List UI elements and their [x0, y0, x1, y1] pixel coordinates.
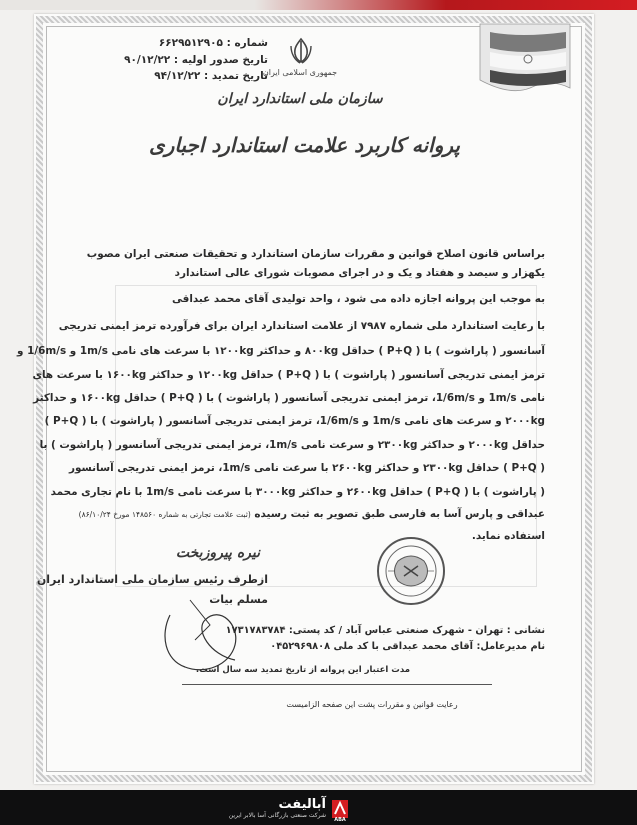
number-label: شماره :: [226, 37, 268, 49]
document-title: پروانه کاربرد علامت استاندارد اجباری: [149, 133, 460, 157]
on-behalf-text: ازطرف رئیس سازمان ملی استاندارد ایران: [36, 573, 268, 586]
top-red-band: [0, 0, 637, 10]
registration-note: (ثبت علامت تجارتی به شماره ۱۴۸۵۶۰ مورخ ۸۶/۱۰/۲۴): [78, 510, 251, 519]
brand-logo: [228, 797, 408, 823]
body-line-6: ترمز ایمنی تدریجی آسانسور ( پاراشوت ) با ( P+Q ) حداقل ۱۲۰۰kg و حداکثر ۱۶۰۰kg با سرعت های: [32, 369, 545, 381]
body-line-7: نامی 1m/s و 1/6m/s، ترمز ایمنی تدریجی آسانسور ( پاراشوت ) با ( P+Q ) حداقل ۱۶۰۰kg و حداکثر: [33, 392, 545, 404]
body-line-4: با رعایت استاندارد ملی شماره ۷۹۸۷ از علامت استاندارد ایران برای فرآورده ترمز ایمنی تدریجی: [58, 320, 545, 332]
renew-label: تاریخ تمدید :: [203, 70, 268, 82]
official-seal-icon: [376, 536, 446, 606]
address-line: نشانی : تهران - شهرک صنعتی عباس آباد / کد پستی: ۱۷۳۱۷۸۳۷۸۴: [225, 625, 545, 636]
body-line-12-text: عبداقی و پارس آسا به فارسی طبق تصویر به ثبت رسیده: [254, 508, 545, 520]
renew-value: ۹۴/۱۲/۲۲: [154, 70, 201, 82]
body-line-3: به موجب این پروانه اجازه داده می شود ، واحد تولیدی آقای محمد عبداقی: [172, 293, 545, 305]
body-line-10: ( P+Q ) حداقل ۲۳۰۰kg و حداکثر ۲۶۰۰kg با سرعت نامی 1m/s، ترمز ایمنی تدریجی آسانسور: [69, 462, 545, 474]
iran-flag-icon: [470, 18, 575, 96]
body-line-8: ۲۰۰۰kg و سرعت های نامی 1m/s و 1/6m/s، ترمز ایمنی تدریجی آسانسور ( پاراشوت ) با ( P+Q ): [44, 415, 545, 427]
validity-rule: [182, 684, 492, 685]
brand-tagline: شرکت صنعتی بازرگانی آسا بالابر ایرین: [228, 812, 326, 819]
issue-row: [118, 54, 268, 66]
signatory-name: نیره پیروزبخت: [175, 545, 260, 561]
brand-name: آبالیفت: [278, 797, 326, 812]
body-line-13: استفاده نماید.: [471, 530, 545, 542]
logo-mark-text: ABA: [334, 817, 346, 823]
iran-emblem-icon: [286, 36, 316, 66]
body-line-9: حداقل ۲۰۰۰kg و حداکثر ۲۳۰۰kg و سرعت نامی 1m/s، ترمز ایمنی تدریجی آسانسور ( پاراشوت ) با: [39, 439, 545, 451]
number-row: [118, 37, 268, 49]
issue-label: تاریخ صدور اولیه :: [173, 54, 268, 66]
body-line-11: ( پاراشوت ) با ( P+Q ) حداقل ۲۶۰۰kg و حداکثر ۳۰۰۰kg با سرعت نامی 1m/s با نام تجاری محمد: [50, 486, 545, 498]
ceo-line: نام مدیرعامل: آقای محمد عبداقی با کد ملی ۰۴۵۲۹۶۹۸۰۸: [270, 641, 545, 652]
issue-value: ۹۰/۱۲/۲۲: [124, 54, 171, 66]
body-line-12: [79, 508, 545, 520]
footnote-text: رعایت قوانین و مقررات پشت این صفحه الزامیست: [286, 700, 458, 709]
body-line-2: یکهزار و سیصد و هفتاد و یک و در اجرای مصوبات شورای عالی استاندارد: [174, 267, 545, 279]
body-line-1: براساس قانون اصلاح قوانین و مقررات سازمان استاندارد و تحقیقات صنعتی ایران مصوب: [86, 248, 545, 260]
org-name: سازمان ملی استاندارد ایران: [217, 91, 383, 107]
number-value: ۶۶۲۹۵۱۲۹۰۵: [158, 37, 223, 49]
republic-label: جمهوری اسلامی ایران: [262, 68, 338, 77]
logo-mark-icon: [332, 800, 348, 818]
body-line-5: آسانسور ( پاراشوت ) با ( P+Q ) حداقل ۸۰۰kg و حداکثر ۱۲۰۰kg با سرعت های نامی 1m/s و 1/6m/s و: [17, 345, 545, 357]
secondary-signatory: مسلم بیات: [209, 593, 268, 606]
validity-text: مدت اعتبار این پروانه از تاریخ تمدید سه سال است.: [195, 665, 410, 675]
